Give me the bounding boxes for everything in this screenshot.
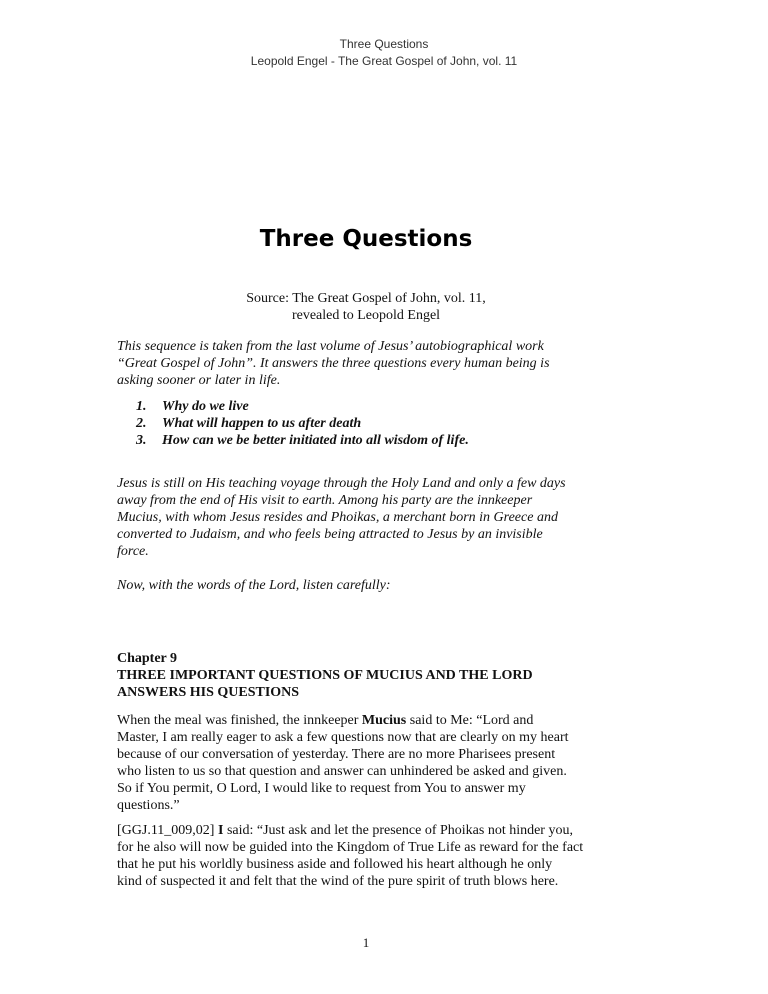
text-line: who listen to us so that question and answer can unhindered be asked and given. xyxy=(117,764,567,779)
chapter-title-line: ANSWERS HIS QUESTIONS xyxy=(117,685,300,700)
text-line xyxy=(117,822,637,839)
text-line: This sequence is taken from the last volume of Jesus’ autobiographical work xyxy=(117,339,544,354)
text-line: So if You permit, O Lord, I would like to request from You to answer my xyxy=(117,781,526,796)
text-line: because of our conversation of yesterday. There are no more Pharisees present xyxy=(117,747,556,762)
question-list xyxy=(136,398,636,449)
question-item xyxy=(136,398,636,415)
source-line-1: Source: The Great Gospel of John, vol. 11, xyxy=(246,291,486,306)
text-line: for he also will now be guided into the Kingdom of True Life as reward for the fact xyxy=(117,840,584,855)
question-number: 2. xyxy=(136,416,147,431)
text-line: converted to Judaism, and who feels being attracted to Jesus by an invisible xyxy=(117,527,543,542)
text-line: force. xyxy=(117,544,149,559)
text-line: that he put his worldly business aside and followed his heart although he only xyxy=(117,857,553,872)
running-header-source: Leopold Engel - The Great Gospel of John, vol. 11 xyxy=(250,54,518,68)
source-line-2: revealed to Leopold Engel xyxy=(291,308,441,323)
text-line xyxy=(117,712,637,729)
question-number: 3. xyxy=(136,433,147,448)
text-line: Mucius, with whom Jesus resides and Phoikas, a merchant born in Greece and xyxy=(117,510,558,525)
text-span: When the meal was finished, the innkeeper xyxy=(117,713,362,728)
intro-paragraph xyxy=(117,338,637,389)
text-span: said: “Just ask and let the presence of Phoikas not hinder you, xyxy=(223,823,573,838)
text-line: Master, I am really eager to ask a few questions now that are clearly on my heart xyxy=(117,730,569,745)
body-paragraph-1 xyxy=(117,712,637,814)
page-title: Three Questions xyxy=(259,226,473,252)
text-line: “Great Gospel of John”. It answers the three questions every human being is xyxy=(117,356,550,371)
question-text: How can we be better initiated into all wisdom of life. xyxy=(162,433,469,448)
listen-line: Now, with the words of the Lord, listen carefully: xyxy=(117,578,391,593)
text-span: said to Me: “Lord and xyxy=(406,713,534,728)
context-paragraph xyxy=(117,475,637,560)
chapter-heading xyxy=(117,650,637,701)
question-text: What will happen to us after death xyxy=(162,416,362,431)
body-paragraph-2 xyxy=(117,822,637,890)
question-item xyxy=(136,432,636,449)
text-line: away from the end of His visit to earth. Among his party are the innkeeper xyxy=(117,493,533,508)
chapter-title-line: THREE IMPORTANT QUESTIONS OF MUCIUS AND THE LORD xyxy=(117,668,533,683)
chapter-label: Chapter 9 xyxy=(117,651,178,666)
speaker-name: Mucius xyxy=(361,713,407,728)
speaker-name: I xyxy=(217,823,224,838)
verse-reference: [GGJ.11_009,02] xyxy=(117,823,218,838)
question-text: Why do we live xyxy=(162,399,249,414)
text-line: questions.” xyxy=(117,798,180,813)
text-line: Jesus is still on His teaching voyage through the Holy Land and only a few days xyxy=(117,476,566,491)
question-item xyxy=(136,415,636,432)
text-line: asking sooner or later in life. xyxy=(117,373,281,388)
page-number: 1 xyxy=(362,935,370,950)
running-header-title: Three Questions xyxy=(339,37,429,51)
text-line: kind of suspected it and felt that the wind of the pure spirit of truth blows here. xyxy=(117,874,559,889)
question-number: 1. xyxy=(136,399,147,414)
